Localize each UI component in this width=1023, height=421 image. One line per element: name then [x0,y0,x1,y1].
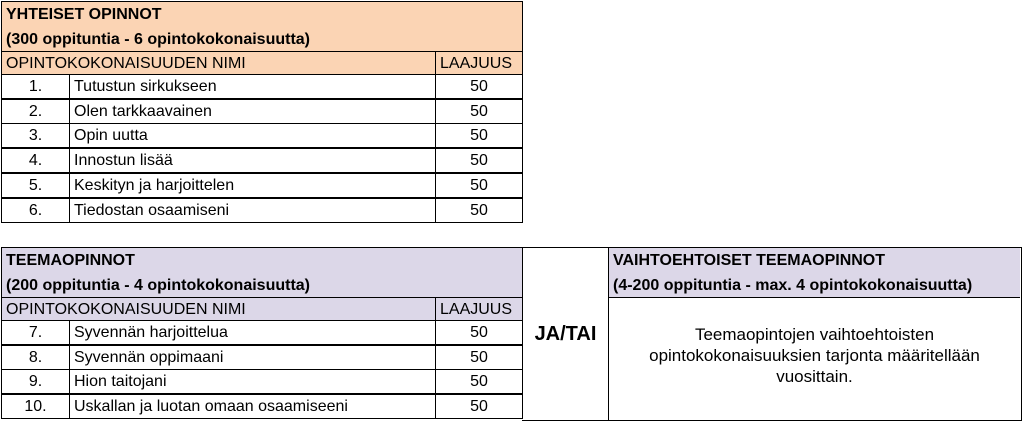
vaihtoehtoiset-table [608,247,1022,421]
row-scope: 50 [435,198,523,223]
yhteiset-col-scope: LAAJUUS [435,51,523,75]
row-number: 6. [1,198,70,223]
row-number: 3. [1,123,70,148]
teema-col-scope: LAAJUUS [435,297,523,321]
row-scope: 50 [435,99,523,124]
yhteiset-header [1,1,523,51]
connector-cell [522,247,609,421]
vaihtoehtoiset-header [609,248,1020,298]
row-number: 7. [1,320,70,345]
vaihtoehtoiset-title: VAIHTOEHTOISET TEEMAOPINNOT [613,252,886,269]
yhteiset-title: YHTEISET OPINNOT [6,6,162,23]
teema-table [1,247,523,421]
row-name: Innostun lisää [69,148,436,173]
row-number: 2. [1,99,70,124]
row-name: Hion taitojani [69,369,436,394]
row-number: 8. [1,345,70,370]
row-name: Tutustun sirkukseen [69,74,436,99]
yhteiset-table [1,1,523,223]
row-scope: 50 [435,173,523,198]
vaihtoehtoiset-description: Teemaopintojen vaihtoehtoisten opintokokonaisuuksien tarjonta määritellään vuosittain. [649,325,980,386]
row-scope: 50 [435,345,523,370]
connector-label: JA/TAI [534,322,597,345]
teema-header [1,247,523,297]
row-name: Opin uutta [69,123,436,148]
row-scope: 50 [435,148,523,173]
teema-col-name: OPINTOKOKONAISUUDEN NIMI [1,297,436,321]
row-scope: 50 [435,320,523,345]
row-number: 1. [1,74,70,99]
row-name: Uskallan ja luotan omaan osaamiseeni [69,394,436,419]
row-name: Olen tarkkaavainen [69,99,436,124]
row-scope: 50 [435,74,523,99]
teema-subtitle: (200 oppituntia - 4 opintokokonaisuutta) [6,277,310,294]
row-number: 5. [1,173,70,198]
row-number: 4. [1,148,70,173]
yhteiset-subtitle: (300 oppituntia - 6 opintokokonaisuutta) [6,31,310,48]
row-name: Syvennän harjoittelua [69,320,436,345]
row-name: Keskityn ja harjoittelen [69,173,436,198]
vaihtoehtoiset-subtitle: (4-200 oppituntia - max. 4 opintokokonaisuutta) [613,277,973,294]
teema-title: TEEMAOPINNOT [6,252,135,269]
row-number: 10. [1,394,70,419]
row-number: 9. [1,369,70,394]
yhteiset-col-name: OPINTOKOKONAISUUDEN NIMI [1,51,436,75]
row-scope: 50 [435,394,523,419]
row-name: Syvennän oppimaani [69,345,436,370]
row-scope: 50 [435,123,523,148]
row-name: Tiedostan osaamiseni [69,198,436,223]
row-scope: 50 [435,369,523,394]
